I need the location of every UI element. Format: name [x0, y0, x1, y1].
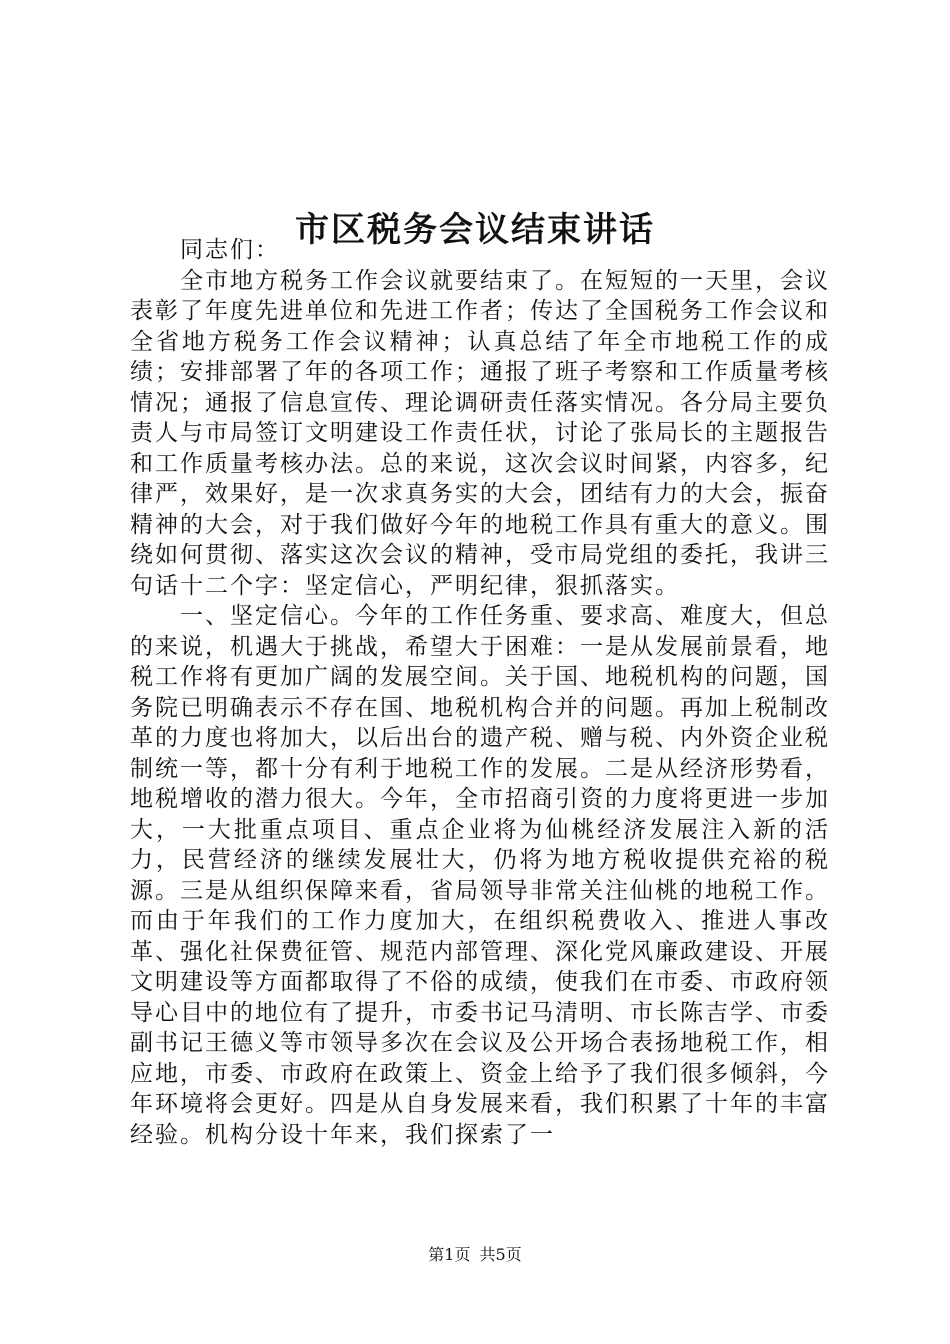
body-paragraph-1: 全市地方税务工作会议就要结束了。在短短的一天里，会议表彰了年度先进单位和先进工作者；传达了全国税务工作会议和全省地方税务工作会议精神；认真总结了年全市地税工作的成绩；安排部署了年的各项工作；通报了班子考察和工作质量考核情况；通报了信息宣传、理论调研责任落实情况。各分局主要负责人与市局签订文明建设工作责任状，讨论了张局长的主题报告和工作质量考核办法。总的来说，这次会议时间紧，内容多，纪律严，效果好，是一次求真务实的大会，团结有力的大会，振奋精神的大会，对于我们做好今年的地税工作具有重大的意义。围绕如何贯彻、落实这次会议的精神，受市局党组的委托，我讲三句话十二个字：坚定信心，严明纪律，狠抓落实。: [130, 267, 830, 599]
document-title: 市区税务会议结束讲话: [295, 209, 655, 250]
salutation-paragraph: 同志们：: [180, 237, 280, 263]
document-body: [130, 235, 830, 1150]
body-paragraph-2: 一、坚定信心。今年的工作任务重、要求高、难度大，但总的来说，机遇大于挑战，希望大于困难：一是从发展前景看，地税工作将有更加广阔的发展空间。关于国、地税机构的问题，国务院已明确表示不存在国、地税机构合并的问题。再加上税制改革的力度也将加大，以后出台的遗产税、赠与税、内外资企业税制统一等，都十分有利于地税工作的发展。二是从经济形势看，地税增收的潜力很大。今年，全市招商引资的力度将更进一步加大，一大批重点项目、重点企业将为仙桃经济发展注入新的活力，民营经济的继续发展壮大，仍将为地方税收提供充裕的税源。三是从组织保障来看，省局领导非常关注仙桃的地税工作。而由于年我们的工作力度加大，在组织税费收入、推进人事改革、强化社保费征管、规范内部管理、深化党风廉政建设、开展文明建设等方面都取得了不俗的成绩，使我们在市委、市政府领导心目中的地位有了提升，市委书记马清明、市长陈吉学、市委副书记王德义等市领导多次在会议及公开场合表扬地税工作，相应地，市委、市政府在政策上、资金上给予了我们很多倾斜，今年环境将会更好。四是从自身发展来看，我们积累了十年的丰富经验。机构分设十年来，我们探索了一: [130, 603, 830, 1148]
page-footer: [0, 1244, 950, 1266]
page-number: 第1页: [428, 1245, 471, 1264]
page-total: 共5页: [479, 1245, 522, 1264]
